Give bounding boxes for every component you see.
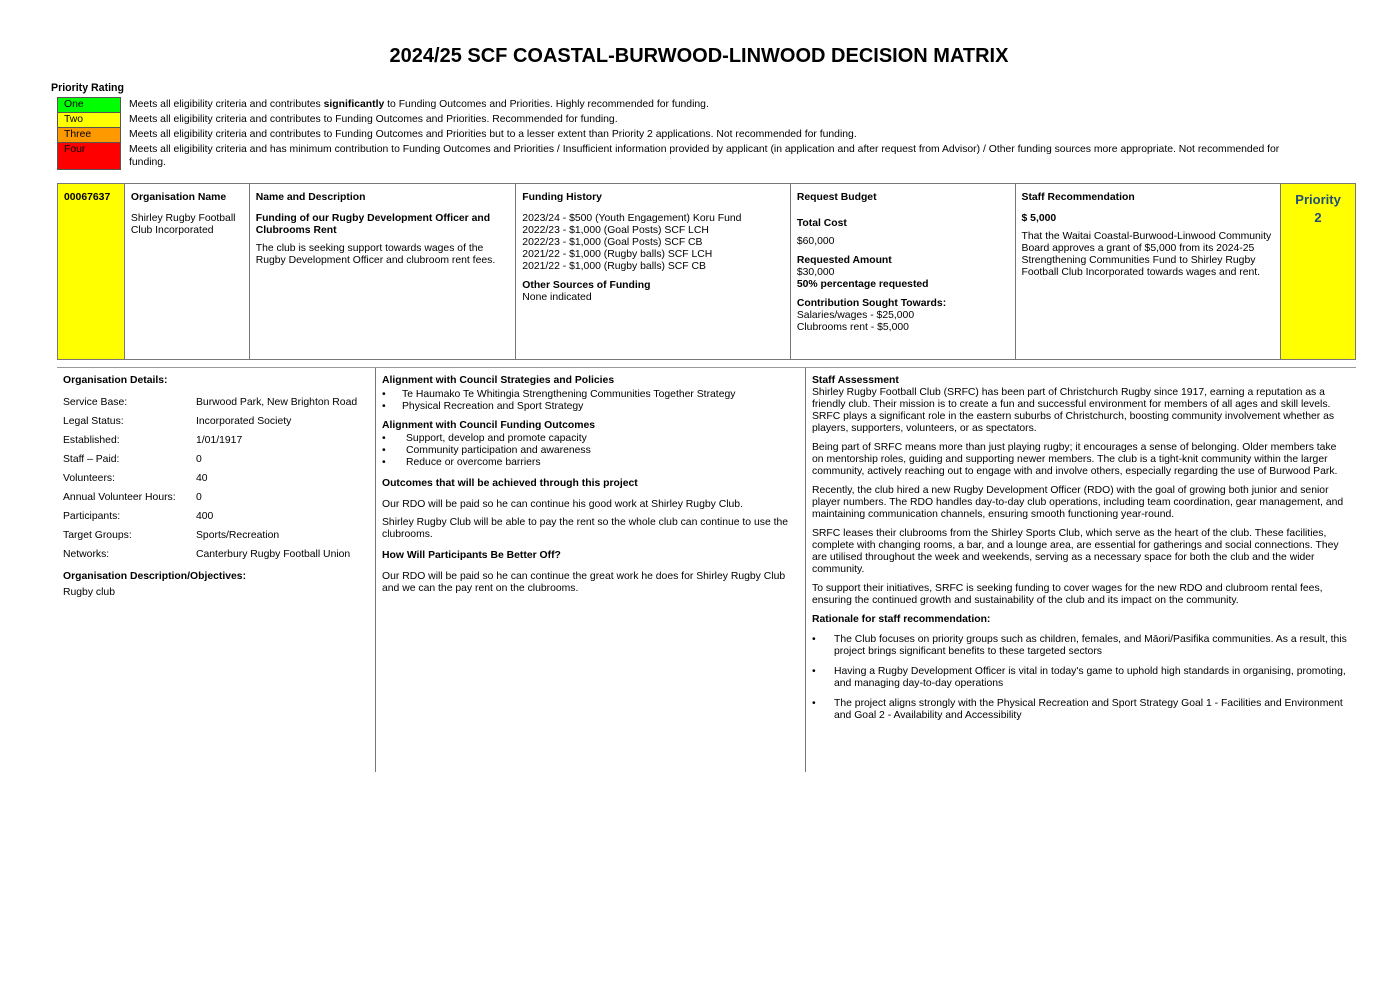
org-description-heading: Organisation Description/Objectives:: [63, 571, 247, 582]
rationale-heading: Rationale for staff recommendation:: [812, 614, 991, 625]
funding-history-cell: [516, 184, 791, 359]
detail-value: 0: [196, 492, 202, 503]
org-details-heading: Organisation Details:: [63, 375, 168, 386]
total-cost: $60,000: [796, 236, 835, 247]
rationale-list: [812, 634, 1350, 722]
legend-text: [121, 97, 1309, 111]
detail-row: [63, 397, 369, 409]
request-budget-header: Request Budget: [796, 192, 877, 203]
funding-history-item: 2022/23 - $1,000 (Goal Posts) SCF CB: [522, 237, 703, 248]
list-item: • Support, develop and promote capacity: [382, 433, 799, 445]
decision-matrix: [57, 183, 1356, 360]
detail-value: Canterbury Rugby Football Union: [196, 549, 351, 560]
detail-row: [63, 473, 369, 485]
detail-value: Burwood Park, New Brighton Road: [196, 397, 358, 408]
list-item: • Reduce or overcome barriers: [382, 457, 799, 469]
detail-key: Service Base:: [63, 397, 128, 408]
staff-recommendation-header: Staff Recommendation: [1021, 192, 1135, 203]
staff-assessment-heading: Staff Assessment: [812, 375, 899, 386]
staff-assessment-column: [806, 368, 1356, 772]
legend-swatch: Two: [57, 112, 121, 127]
other-sources-header: Other Sources of Funding: [522, 280, 651, 291]
project-title: Funding of our Rugby Development Officer and Clubrooms Rent: [255, 213, 491, 236]
funding-history-item: 2021/22 - $1,000 (Rugby balls) SCF LCH: [522, 249, 713, 260]
org-name-cell: [125, 184, 250, 359]
better-off-text: Our RDO will be paid so he can continue the great work he does for Shirley Rugby Club and we can the pay rent on the clubrooms.: [382, 571, 786, 594]
page-title: 2024/25 SCF COASTAL-BURWOOD-LINWOOD DECISION MATRIX: [389, 45, 1009, 67]
priority-value: 2: [1314, 210, 1322, 225]
org-details-column: [57, 368, 375, 772]
detail-row: [63, 454, 369, 466]
detail-value: 1/01/1917: [196, 435, 243, 446]
list-item: • Community participation and awareness: [382, 445, 799, 457]
funding-history-header: Funding History: [522, 192, 602, 203]
project-outcome: Shirley Rugby Club will be able to pay the rent so the whole club can continue to use the clubrooms.: [382, 517, 789, 540]
better-off-heading: How Will Participants Be Better Off?: [382, 550, 561, 561]
org-name: Shirley Rugby Football Club Incorporated: [130, 213, 236, 236]
detail-row: [63, 435, 369, 447]
legend-text-pre: Meets all eligibility criteria and contributes: [129, 99, 324, 110]
org-name-header: Organisation Name: [130, 192, 227, 203]
funding-history-item: 2021/22 - $1,000 (Rugby balls) SCF CB: [522, 261, 706, 272]
priority-legend: [57, 97, 1317, 170]
detail-value: 40: [196, 473, 208, 484]
detail-key: Established:: [63, 435, 120, 446]
priority-rating-heading: Priority Rating: [51, 82, 124, 94]
percentage-requested: 50% percentage requested: [796, 279, 929, 290]
list-item: • Te Haumako Te Whitingia Strengthening Communities Together Strategy: [382, 389, 799, 401]
legend-text-post: to Funding Outcomes and Priorities. Highly recommended for funding.: [384, 99, 709, 110]
list-item: • The Club focuses on priority groups such as children, females, and Māori/Pasifika communities. As a result, this project brings significant benefits to these targeted sectors: [812, 634, 1350, 658]
detail-key: Legal Status:: [63, 416, 124, 427]
funding-history-item: 2023/24 - $500 (Youth Engagement) Koru Fund: [522, 213, 742, 224]
project-outcome: Our RDO will be paid so he can continue his good work at Shirley Rugby Club.: [382, 499, 743, 510]
strategies-heading: Alignment with Council Strategies and Policies: [382, 375, 615, 386]
detail-row: [63, 530, 369, 542]
total-cost-label: Total Cost: [796, 218, 847, 229]
assessment-paragraph: Shirley Rugby Football Club (SRFC) has been part of Christchurch Rugby since 1917, earning a reputation as a friendly club. Their mission is to create a fun and successful environment for members of all ages and skill levels. SRFC plays a significant role in the eastern suburbs of Christchurch, boosting community involvement whether as players, supporters, volunteers, or as spectators.: [812, 387, 1335, 434]
list-item: • Having a Rugby Development Officer is vital in today's game to uphold high standards in organising, promoting, and managing day-to-day operations: [812, 666, 1350, 690]
legend-text: Meets all eligibility criteria and contributes to Funding Outcomes and Priorities but to a lesser extent than Priority 2 applications. Not recommended for funding.: [129, 129, 857, 140]
legend-text: Meets all eligibility criteria and has minimum contribution to Funding Outcomes and Priorities / Insufficient information provided by applicant (in application and after request from Advisor) / Other funding sources more appropriate. Not recommended for funding.: [129, 144, 1280, 168]
project-description: The club is seeking support towards wages of the Rugby Development Officer and clubroom rent fees.: [255, 243, 496, 266]
contribution-label: Contribution Sought Towards:: [796, 298, 947, 309]
application-id: 00067637: [64, 192, 111, 203]
detail-row: [63, 416, 369, 428]
assessment-paragraph: To support their initiatives, SRFC is seeking funding to cover wages for the new RDO and clubroom rental fees, ensuring the continued growth and sustainability of the club and its impact on the community.: [812, 583, 1323, 606]
legend-row-three: [57, 127, 1317, 142]
outcomes-heading: Alignment with Council Funding Outcomes: [382, 420, 595, 431]
detail-value: 0: [196, 454, 202, 465]
assessment-paragraph: Being part of SRFC means more than just playing rugby; it encourages a sense of belonging. Older members take on mentorship roles, guiding and supporting newer members. The club is a tight-knit community within the larger community, actively reaching out to engage with and involve others, especially regarding the use of Burwood Park.: [812, 442, 1338, 477]
list-item: • Physical Recreation and Sport Strategy: [382, 401, 799, 413]
requested-amount: $30,000: [796, 267, 835, 278]
contribution-item: Clubrooms rent - $5,000: [796, 322, 909, 333]
legend-row-one: [57, 97, 1317, 112]
detail-row: [63, 511, 369, 523]
staff-recommendation-text: That the Waitai Coastal-Burwood-Linwood Community Board approves a grant of $5,000 from its 2024-25 Strengthening Communities Fund to Shirley Rugby Football Club Incorporated towards wages and rent.: [1021, 231, 1272, 278]
detail-value: 400: [196, 511, 214, 522]
legend-text: Meets all eligibility criteria and contributes to Funding Outcomes and Priorities. Recommended for funding.: [129, 114, 618, 125]
detail-key: Volunteers:: [63, 473, 115, 484]
outcomes-list: [382, 433, 799, 469]
detail-row: [63, 492, 369, 504]
legend-text-bold: significantly: [323, 99, 385, 110]
detail-key: Networks:: [63, 549, 110, 560]
alignment-column: [375, 368, 806, 772]
strategies-list: [382, 389, 799, 413]
legend-swatch: Four: [57, 142, 121, 170]
name-description-cell: [250, 184, 517, 359]
staff-recommendation-amount: $ 5,000: [1021, 213, 1057, 224]
funding-history-item: 2022/23 - $1,000 (Goal Posts) SCF LCH: [522, 225, 709, 236]
contribution-item: Salaries/wages - $25,000: [796, 310, 915, 321]
legend-row-two: [57, 112, 1317, 127]
application-id-cell: [58, 184, 125, 359]
detail-key: Annual Volunteer Hours:: [63, 492, 176, 503]
detail-value: Sports/Recreation: [196, 530, 280, 541]
priority-cell: [1281, 184, 1355, 359]
detail-key: Participants:: [63, 511, 121, 522]
staff-recommendation-cell: [1016, 184, 1282, 359]
assessment-paragraph: SRFC leases their clubrooms from the Shirley Sports Club, which serve as the heart of the club. These facilities, complete with changing rooms, a bar, and a lounge area, are essential for gatherings and social connections. They are utilised throughout the week and weekends, serving as a necessary space for both the club and the wider community.: [812, 528, 1339, 575]
requested-amount-label: Requested Amount: [796, 255, 892, 266]
request-budget-cell: [791, 184, 1016, 359]
detail-value: Incorporated Society: [196, 416, 292, 427]
other-sources: None indicated: [522, 292, 592, 303]
detail-key: Staff – Paid:: [63, 454, 120, 465]
list-item: • The project aligns strongly with the Physical Recreation and Sport Strategy Goal 1 - Facilities and Environment and Goal 2 - Availability and Accessibility: [812, 698, 1350, 722]
detail-row: [63, 549, 369, 561]
project-outcomes-heading: Outcomes that will be achieved through this project: [382, 478, 638, 489]
detail-key: Target Groups:: [63, 530, 132, 541]
priority-label: Priority: [1295, 192, 1341, 207]
org-description: Rugby club: [63, 587, 115, 598]
assessment-paragraph: Recently, the club hired a new Rugby Development Officer (RDO) with the goal of growing both junior and senior player numbers. The RDO handles day-to-day club operations, including team coordination, gear management, and maintaining communication channels, ensuring smooth functioning year-round.: [812, 485, 1344, 520]
legend-row-four: [57, 142, 1317, 170]
legend-swatch: Three: [57, 127, 121, 142]
legend-swatch: One: [57, 97, 121, 112]
details-section: [57, 368, 1356, 772]
name-description-header: Name and Description: [255, 192, 366, 203]
